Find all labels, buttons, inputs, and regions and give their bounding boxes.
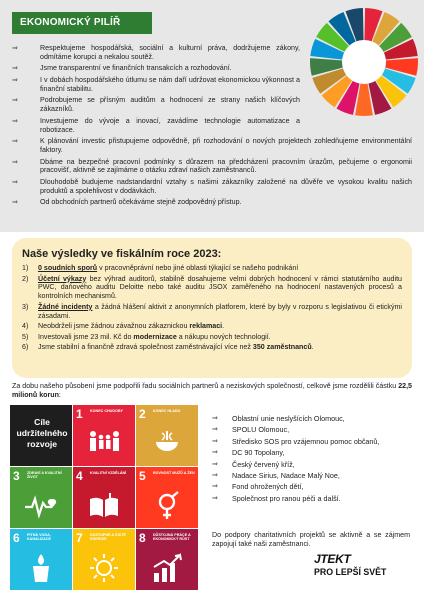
arrow-icon: ⇒ bbox=[12, 177, 18, 186]
arrow-icon: ⇒ bbox=[212, 459, 218, 468]
arrow-icon: ⇒ bbox=[12, 137, 18, 146]
sdg-tile-7: 7 DOSTUPNÉ A ČISTÉ ENERGIE bbox=[73, 529, 135, 590]
pillar-list bbox=[12, 44, 412, 210]
arrow-icon: ⇒ bbox=[212, 482, 218, 491]
section-title: EKONOMICKÝ PILÍŘ bbox=[12, 12, 152, 34]
jtekt-logo bbox=[314, 552, 414, 577]
arrow-icon: ⇒ bbox=[12, 44, 18, 52]
arrow-icon: ⇒ bbox=[212, 470, 218, 479]
sdg-tile-8: 8 DŮSTOJNÁ PRÁCE A EKONOMICKÝ RŮST bbox=[136, 529, 198, 590]
brand-name: JTEKT bbox=[314, 552, 351, 566]
donation-intro: Za dobu našeho působení jsme podpořili řadu sociálních partnerů a neziskových společností, celkově jsme rozdělili částku 22,5 milionů korun: bbox=[12, 382, 412, 400]
sdg-tile-1: 1 KONEC CHUDOBY bbox=[73, 405, 135, 466]
result-item: 3) Žádné incidenty a žádná hlášení aktivit z anonymních platforem, které by byly v rozporu s legislativou či etickými zásadami. bbox=[22, 302, 403, 320]
brand-slogan: PRO LEPŠÍ SVĚT bbox=[314, 567, 387, 577]
sdg-grid bbox=[10, 405, 198, 591]
sdg-tile-3: 3 ZDRAVÍ A KVALITNÍ ŽIVOT bbox=[10, 467, 72, 528]
partner-item: ⇒ SPOLU Olomouc, bbox=[212, 425, 290, 435]
partner-item: ⇒ Oblastní unie neslyšících Olomouc, bbox=[212, 414, 345, 423]
result-item: 5) Investovali jsme 23 mil. Kč do modernizace a nákupu nových technologií. bbox=[22, 332, 271, 341]
partner-item: ⇒ Fond ohrožených dětí, bbox=[212, 482, 304, 492]
results-box bbox=[12, 238, 412, 378]
pillar-item: ⇒ Dbáme na bezpečné pracovní podmínky s důrazem na předcházení pracovním úrazům, pečujeme o ergonomii pracovišť, aktivně se zajímáme o otázku zdraví našich zaměstnanců. bbox=[12, 157, 412, 175]
arrow-icon: ⇒ bbox=[12, 75, 18, 84]
result-item: 1) 0 soudních sporů v pracovněprávní nebo jiné oblasti týkající se našeho podnikání bbox=[22, 264, 299, 272]
donation-amount: 22,5 milionů korun bbox=[12, 382, 412, 400]
result-item: 4) Neobdrželi jsme žádnou závažnou zákaznickou reklamaci. bbox=[22, 322, 225, 331]
pillar-item: ⇒ I v dobách hospodářského útlumu se nám daří udržovat ekonomickou výkonnost a finanční stabilitu. bbox=[12, 75, 300, 93]
pillar-item: ⇒ Respektujeme hospodářská, sociální a kulturní práva, dodržujeme zákony, odmítáme korupci a nekalou soutěž. bbox=[12, 44, 300, 61]
partner-item: ⇒ Nadace Sirius, Nadace Malý Noe, bbox=[212, 470, 340, 480]
family-icon bbox=[87, 429, 121, 459]
result-item: 6) Jsme stabilní a finančně zdravá společnost zaměstnávající více než 350 zaměstnanců. bbox=[22, 343, 314, 352]
water-glass-icon bbox=[24, 553, 58, 583]
book-icon bbox=[87, 491, 121, 521]
pillar-item: ⇒ Jsme transparentní ve finančních transakcích a rozhodování. bbox=[12, 64, 232, 73]
arrow-icon: ⇒ bbox=[212, 436, 218, 445]
sdg-tile-6: 6 PITNÁ VODA, KANALIZACE bbox=[10, 529, 72, 590]
pillar-item: ⇒ K plánování investic přistupujeme odpovědně, při rozhodování o nových projektech zohledňujeme environmentální faktory. bbox=[12, 137, 412, 155]
partner-item: ⇒ DC 90 Topolany, bbox=[212, 448, 285, 458]
pillar-item: ⇒ Dlouhodobě budujeme nadstandardní vztahy s našimi zákazníky založené na důvěře ve vysokou kvalitu našich produktů a spolehlivost v dodávkách. bbox=[12, 177, 412, 195]
gender-equality-icon bbox=[150, 491, 184, 521]
arrow-icon: ⇒ bbox=[12, 198, 18, 207]
results-heading: Naše výsledky ve fiskálním roce 2023: bbox=[22, 248, 222, 260]
heartbeat-icon bbox=[24, 491, 58, 521]
sdg-tile-5: 5 ROVNOST MUŽŮ A ŽEN bbox=[136, 467, 198, 528]
closing-text: Do podpory charitativních projektů se aktivně a se zájmem zapojují také naši zaměstnanci. bbox=[212, 531, 410, 549]
pillar-item: ⇒ Podrobujeme se přísným auditům a hodnocení ze strany našich klíčových zákazníků. bbox=[12, 96, 300, 114]
arrow-icon: ⇒ bbox=[12, 157, 18, 166]
arrow-icon: ⇒ bbox=[12, 96, 18, 105]
pillar-item: ⇒ Investujeme do vývoje a inovací, zavádíme technologie automatizace a robotizace. bbox=[12, 116, 300, 134]
arrow-icon: ⇒ bbox=[12, 116, 18, 125]
partner-list bbox=[212, 414, 412, 505]
sdg-tile-4: 4 KVALITNÍ VZDĚLÁNÍ bbox=[73, 467, 135, 528]
pillar-item: ⇒ Od obchodních partnerů očekáváme stejně zodpovědný přístup. bbox=[12, 198, 242, 207]
arrow-icon: ⇒ bbox=[12, 64, 18, 73]
arrow-icon: ⇒ bbox=[212, 493, 218, 502]
partner-item: ⇒ Společnost pro ranou péči a další. bbox=[212, 493, 341, 503]
bowl-icon bbox=[150, 429, 184, 459]
arrow-icon: ⇒ bbox=[212, 448, 218, 457]
sun-power-icon bbox=[87, 553, 121, 583]
sdg-tile-2: 2 KONEC HLADU bbox=[136, 405, 198, 466]
result-item: 2) Účetní výkazy bez výhrad auditorů, stabilně dosahujeme velmi dobrých hodnocení v rámci statutárního auditu PWC, daňového auditu Deloitte nebo také auditu JSOX zaměřeného na hodnocení nastavených procesů a kontrolních mechanismů. bbox=[22, 274, 402, 301]
partner-item: ⇒ Středisko SOS pro vzájemnou pomoc občanů, bbox=[212, 436, 380, 446]
growth-chart-icon bbox=[150, 553, 184, 583]
economic-pillar-section bbox=[0, 0, 424, 232]
arrow-icon: ⇒ bbox=[212, 414, 218, 422]
sdg-legend-tile: Cíle udržitelného rozvoje bbox=[10, 405, 72, 466]
partner-item: ⇒ Český červený kříž, bbox=[212, 459, 295, 469]
results-list bbox=[22, 264, 402, 352]
arrow-icon: ⇒ bbox=[212, 425, 218, 434]
